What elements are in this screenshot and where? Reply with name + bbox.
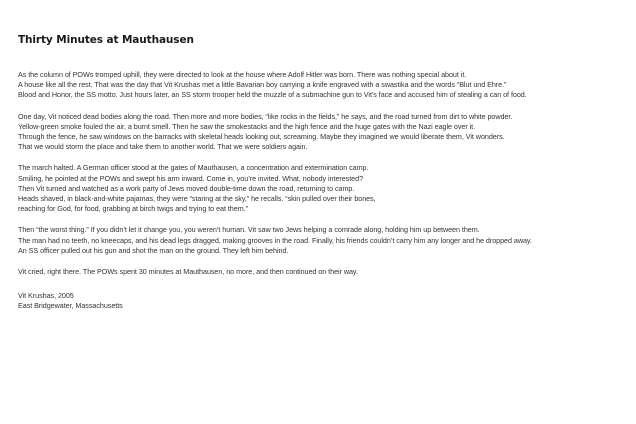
text-line: Vit cried, right there. The POWs spent 30 minutes at Mauthausen, no more, and then continued on their way. — [18, 267, 358, 277]
text-line: An SS officer pulled out his gun and shot the man on the ground. They left him behind. — [18, 245, 289, 255]
text-line: Smiling, he pointed at the POWs and swept his arm inward. Come in, you’re invited. What, nobody interested? — [18, 173, 364, 183]
text-line: Heads shaved, in black-and-white pajamas, they were “staring at the sky,” he recalls. “skin pulled over their bones, — [18, 194, 376, 204]
paragraph-4 — [18, 225, 622, 256]
paragraph-2 — [18, 112, 622, 153]
document-page — [18, 34, 622, 323]
text-line: Blood and Honor, the SS motto. Just hours later, an SS storm trooper held the muzzle of a submachine gun to Vit’s face and accused him of stealing a can of food. — [18, 90, 527, 100]
text-line: Then Vit turned and watched as a work party of Jews moved double-time down the road, returning to camp. — [18, 183, 355, 193]
text-line: Through the fence, he saw windows on the barracks with skeletal heads looking out, screaming. Maybe they imagined we would liberate them, Vit wonders. — [18, 132, 505, 142]
text-line: That we would storm the place and take them to another world. That we were soldiers again. — [18, 142, 308, 152]
paragraph-1 — [18, 70, 622, 101]
text-line: Yellow-green smoke fouled the air, a burnt smell. Then he saw the smokestacks and the high fence and the huge gates with the Nazi eagle over it. — [18, 121, 476, 131]
text-line: Then “the worst thing.” If you didn’t let it change you, you weren’t human. Vit saw two Jews helping a comrade along, holding him up between them. — [18, 225, 480, 235]
text-line: A house like all the rest. That was the day that Vit Krushas met a little Bavarian boy carrying a knife engraved with a swastika and the words “Blut und Ehre.” — [18, 80, 507, 90]
signature-location: East Bridgewater, Massachusetts — [18, 301, 123, 311]
text-line: reaching for God, for food, grabbing at birch twigs and trying to eat them.” — [18, 204, 248, 214]
text-line: The march halted. A German officer stood at the gates of Mauthausen, a concentration and extermination camp. — [18, 163, 369, 173]
text-line: The man had no teeth, no kneecaps, and his dead legs dragged, making grooves in the road. Finally, his friends couldn’t carry him any longer and he dropped away. — [18, 235, 532, 245]
paragraph-3 — [18, 163, 622, 214]
signature-block — [18, 291, 622, 311]
signature-author: Vit Krushas, 2005 — [18, 291, 74, 301]
text-line: As the column of POWs tromped uphill, they were directed to look at the house where Adolf Hitler was born. There was nothing special about it. — [18, 70, 467, 79]
paragraph-5 — [18, 267, 622, 277]
text-line: One day, Vit noticed dead bodies along the road. Then more and more bodies, “like rocks in the fields,” he says, and the road turned from dirt to white powder. — [18, 111, 513, 121]
document-title: Thirty Minutes at Mauthausen — [18, 34, 194, 46]
